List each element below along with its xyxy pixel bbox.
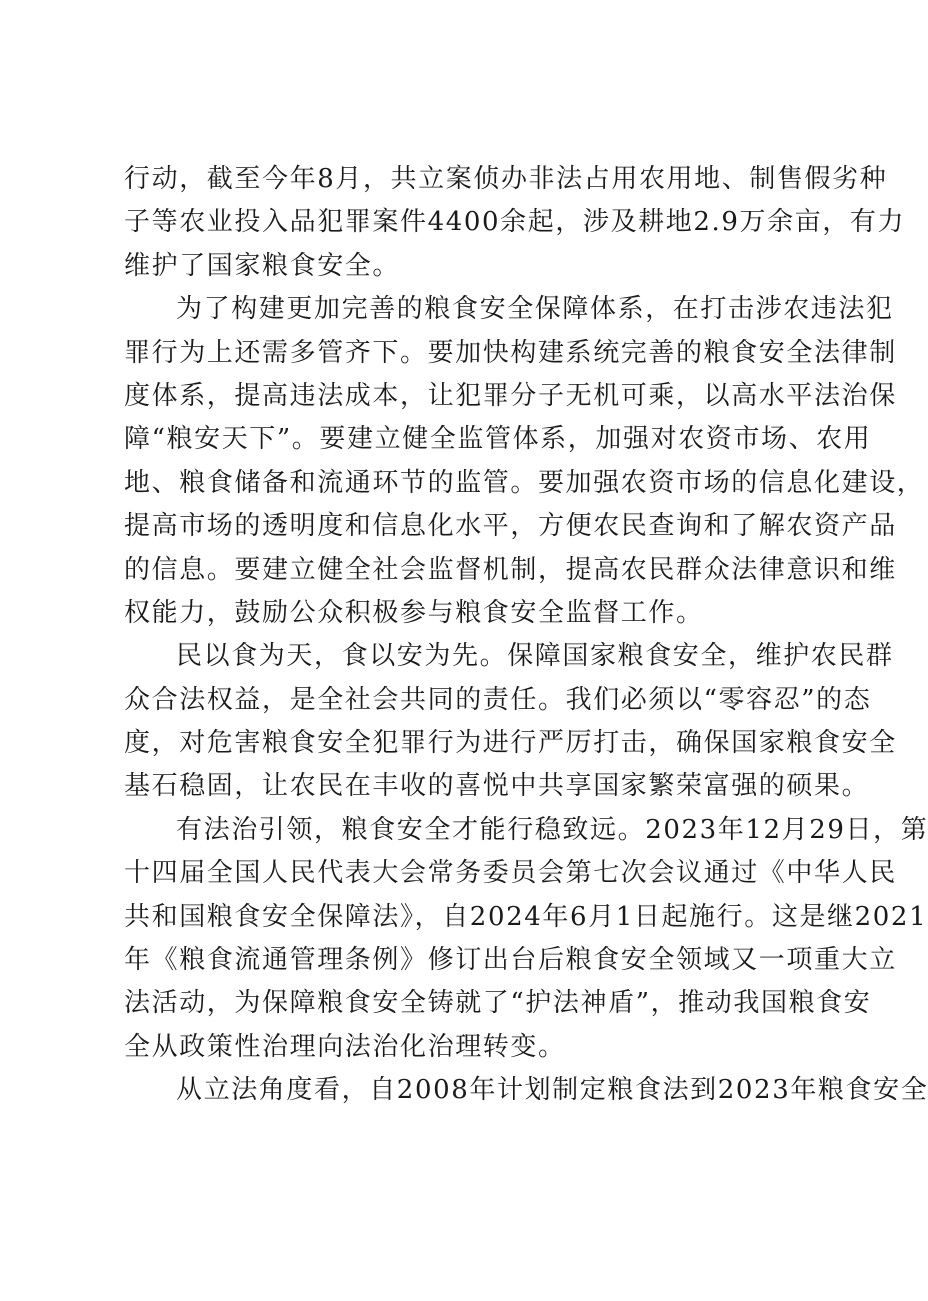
text-line: 从立法角度看，自2008年计划制定粮食法到2023年粮食安全 [176, 1075, 928, 1106]
text-line: 权能力，鼓励公众积极参与粮食安全监督工作。 [124, 597, 704, 628]
text-line: 法活动，为保障粮食安全铸就了“护法神盾”，推动我国粮食安 [124, 988, 872, 1019]
text-line: 有法治引领，粮食安全才能行稳致远。2023年12月29日，第 [176, 814, 928, 845]
text-line: 维护了国家粮食安全。 [124, 250, 401, 281]
paragraph [124, 809, 928, 1069]
text-line: 年《粮食流通管理条例》修订出台后粮食安全领域又一项重大立 [124, 945, 897, 976]
text-line: 为了构建更加完善的粮食安全保障体系，在打击涉农违法犯 [176, 294, 894, 325]
text-line: 十四届全国人民代表大会常务委员会第七次会议通过《中华人民 [124, 858, 897, 889]
paragraph [124, 288, 925, 635]
text-line: 民以食为天，食以安为先。保障国家粮食安全，维护农民群 [176, 641, 894, 672]
text-line: 众合法权益，是全社会共同的责任。我们必须以“零容忍”的态 [124, 684, 872, 715]
text-line: 全从政策性治理向法治化治理转变。 [124, 1031, 566, 1062]
text-line: 度，对危害粮食安全犯罪行为进行严厉打击，确保国家粮食安全 [124, 728, 897, 759]
text-line: 行动，截至今年8月，共立案侦办非法占用农用地、制售假劣种 [124, 164, 888, 194]
paragraph [124, 635, 897, 809]
paragraph [124, 158, 906, 288]
text-line: 提高市场的透明度和信息化水平，方便农民查询和了解农资产品 [124, 511, 897, 542]
text-line: 罪行为上还需多管齐下。要加快构建系统完善的粮食安全法律制 [124, 337, 897, 368]
text-line: 障“粮安天下”。要建立健全监管体系，加强对农资市场、农用 [124, 424, 872, 455]
text-line: 度体系，提高违法成本，让犯罪分子无机可乘，以高水平法治保 [124, 380, 897, 411]
paragraph [124, 1069, 928, 1112]
text-line: 的信息。要建立健全社会监督机制，提高农民群众法律意识和维 [124, 554, 897, 585]
text-line: 地、粮食储备和流通环节的监管。要加强农资市场的信息化建设， [124, 467, 925, 498]
text-line: 基石稳固，让农民在丰收的喜悦中共享国家繁荣富强的硕果。 [124, 771, 870, 802]
document-body [124, 158, 928, 1113]
text-line: 共和国粮食安全保障法》，自2024年6月1日起施行。这是继2021 [124, 901, 928, 932]
text-line: 子等农业投入品犯罪案件4400余起，涉及耕地2.9万余亩，有力 [124, 207, 906, 238]
